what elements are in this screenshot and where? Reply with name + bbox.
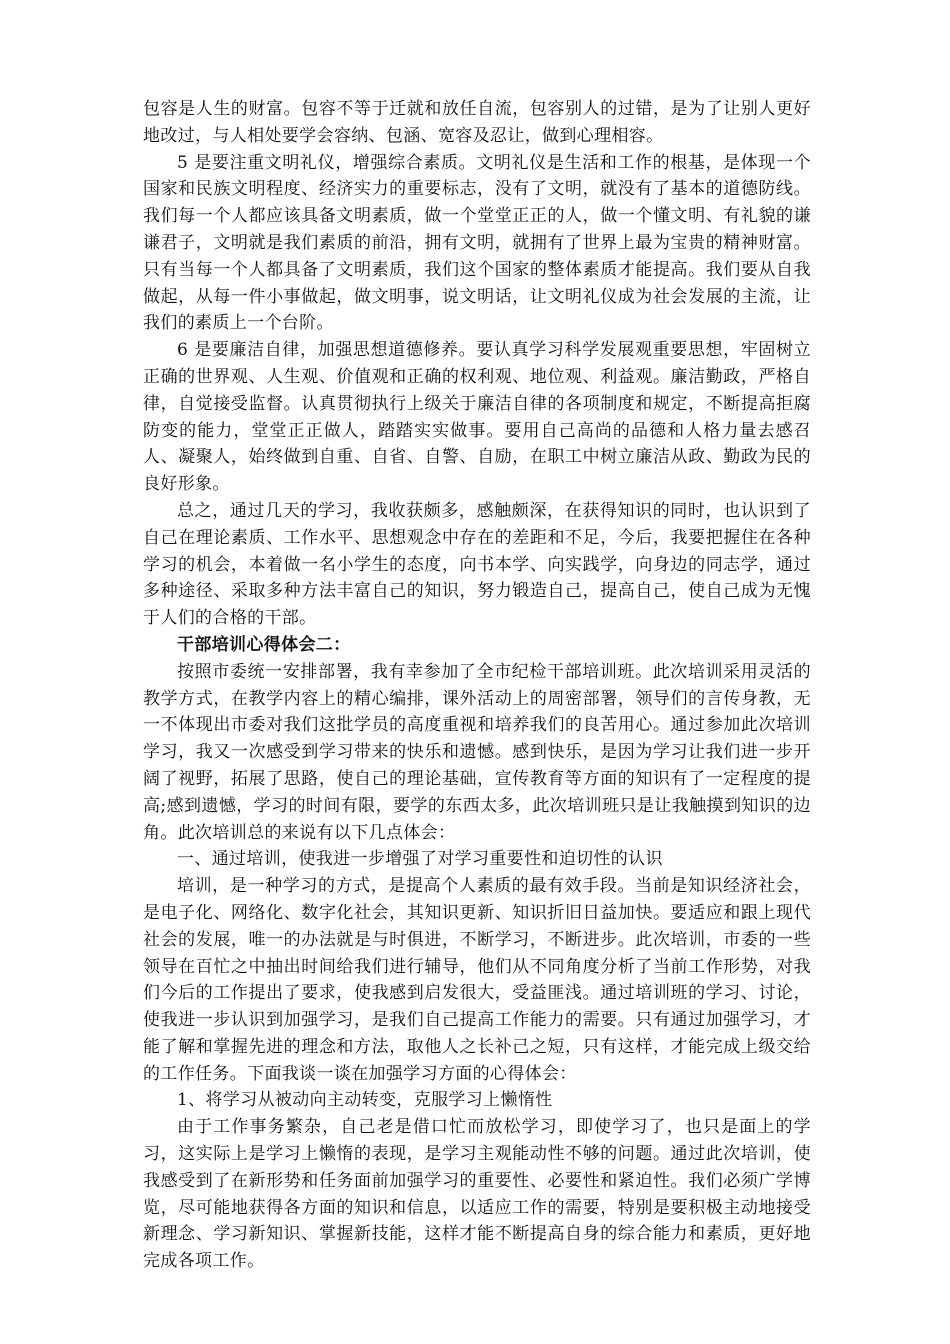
paragraph-tolerance: 包容是人生的财富。包容不等于迁就和放任自流，包容别人的过错，是为了让别人更好地改过，与人相处要学会容纳、包涵、宽容及忍让，做到心理相容。 — [143, 99, 811, 146]
paragraph-intro: 按照市委统一安排部署，我有幸参加了全市纪检干部培训班。此次培训采用灵活的教学方式，在教学内容上的精心编排，课外活动上的周密部署，领导们的言传身教，无一不体现出市委对我们这批学员的高度重视和培养我们的良苦用心。通过参加此次培训学习，我又一次感受到学习带来的快乐和遗憾。感到快乐，是因为学习让我们进一步开阔了视野，拓展了思路，使自己的理论基础，宣传教育等方面的知识有了一定程度的提高;感到遗憾，学习的时间有限，要学的东西太多，此次培训班只是让我触摸到知识的边角。此次培训总的来说有以下几点体会： — [143, 661, 811, 843]
subheading-1: 1、将学习从被动向主动转变，克服学习上懒惰性 — [177, 1090, 553, 1111]
paragraph-point-5: 5 是要注重文明礼仪，增强综合素质。文明礼仪是生活和工作的根基，是体现一个国家和民族文明程度、经济实力的重要标志，没有了文明，就没有了基本的道德防线。我们每一个人都应该具备文明素质，做一个堂堂正正的人，做一个懂文明、有礼貌的谦谦君子，文明就是我们素质的前沿，拥有文明，就拥有了世界上最为宝贵的精神财富。只有当每一个人都具备了文明素质，我们这个国家的整体素质才能提高。我们要从自我做起，从每一件小事做起，做文明事，说文明话，让文明礼仪成为社会发展的主流，让我们的素质上一个台阶。 — [143, 152, 811, 334]
subheading-one: 一、通过培训，使我进一步增强了对学习重要性和迫切性的认识 — [177, 849, 663, 870]
document-page — [143, 96, 811, 1275]
paragraph-training: 培训，是一种学习的方式，是提高个人素质的最有效手段。当前是知识经济社会，是电子化、网络化、数字化社会，其知识更新、知识折旧日益加快。要适应和跟上现代社会的发展，唯一的办法就是与时俱进，不断学习，不断进步。此次培训，市委的一些领导在百忙之中抽出时间给我们进行辅导，他们从不同角度分析了当前工作形势，对我们今后的工作提出了要求，使我感到启发很大，受益匪浅。通过培训班的学习、讨论，使我进一步认识到加强学习，是我们自己提高工作能力的需要。只有通过加强学习，才能了解和掌握先进的理念和方法，取他人之长补己之短，只有这样，才能完成上级交给的工作任务。下面我谈一谈在加强学习方面的心得体会： — [143, 876, 811, 1084]
paragraph-learning: 由于工作事务繁杂，自己老是借口忙而放松学习，即使学习了，也只是面上的学习，这实际上是学习上懒惰的表现，是学习主观能动性不够的问题。通过此次培训，使我感受到了在新形势和任务面前加强学习的重要性、必要性和紧迫性。我们必须广学博览，尽可能地获得各方面的知识和信息，以适应工作的需要，特别是要积极主动地接受新理念、学习新知识、掌握新技能，这样才能不断提高自身的综合能力和素质，更好地完成各项工作。 — [143, 1117, 811, 1272]
section-heading: 干部培训心得体会二： — [177, 634, 351, 655]
paragraph-summary: 总之，通过几天的学习，我收获颇多，感触颇深，在获得知识的同时，也认识到了自己在理论素质、工作水平、思想观念中存在的差距和不足，今后，我要把握住在各种学习的机会，本着做一名小学生的态度，向书本学、向实践学，向身边的同志学，通过多种途径、采取多种方法丰富自己的知识，努力锻造自己，提高自己，使自己成为无愧于人们的合格的干部。 — [143, 500, 811, 629]
paragraph-point-6: 6 是要廉洁自律，加强思想道德修养。要认真学习科学发展观重要思想，牢固树立正确的世界观、人生观、价值观和正确的权利观、地位观、利益观。廉洁勤政，严格自律，自觉接受监督。认真贯彻执行上级关于廉洁自律的各项制度和规定，不断提高拒腐防变的能力，堂堂正正做人，踏踏实实做事。要用自己高尚的品德和人格力量去感召人、凝聚人，始终做到自重、自省、自警、自励，在职工中树立廉洁从政、勤政为民的良好形象。 — [143, 340, 811, 495]
